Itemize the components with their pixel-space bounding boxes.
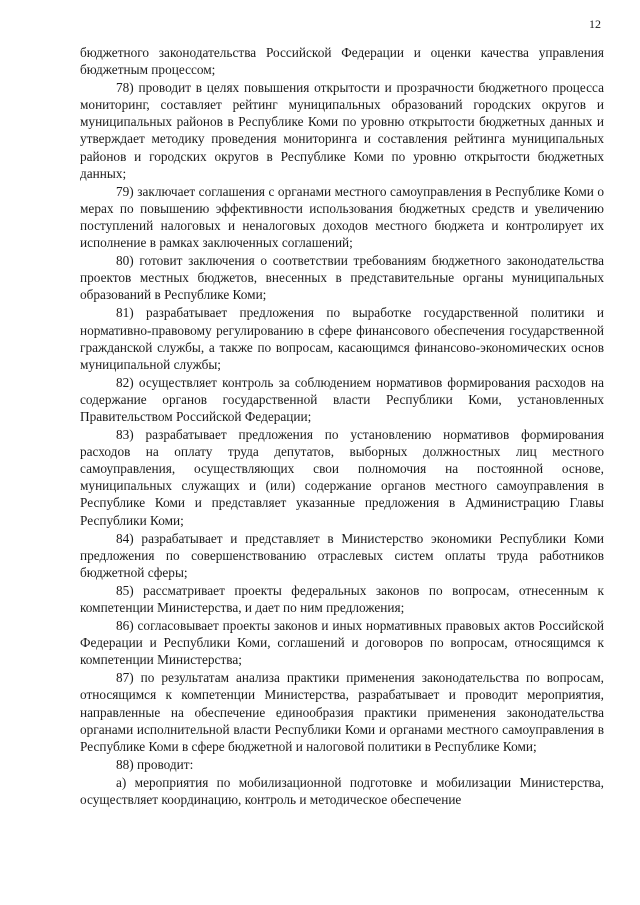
paragraph-79: 79) заключает соглашения с органами местного самоуправления в Республике Коми о мерах по повышению эффективности использования бюджетных средств и увеличению поступлений налоговых и неналоговых доходов местного бюджета и контролирует их исполнение в рамках заключенных соглашений; xyxy=(80,183,604,251)
paragraph-83: 83) разрабатывает предложения по установлению нормативов формирования расходов на оплату труда депутатов, выборных должностных лиц местного самоуправления, осуществляющих свои полномочия на постоянной основе, муниципальных служащих и (или) содержание органов местного самоуправления в Республике Коми и представляет указанные предложения в Администрацию Главы Республики Коми; xyxy=(80,427,604,528)
document-body xyxy=(80,44,604,809)
paragraph-82: 82) осуществляет контроль за соблюдением нормативов формирования расходов на содержание органов государственной власти Республики Коми, установленных Правительством Российской Федерации; xyxy=(80,374,604,424)
paragraph-81: 81) разрабатывает предложения по выработке государственной политики и нормативно-правовому регулированию в сфере финансового обеспечения государственной гражданской службы, а также по вопросам, касающимся финансово-экономических основ муниципальной службы; xyxy=(80,305,604,372)
paragraph-86: 86) согласовывает проекты законов и иных нормативных правовых актов Российской Федерации и Республики Коми, соглашений и договоров по вопросам, относящимся к компетенции Министерства; xyxy=(80,618,604,668)
paragraph-88: 88) проводит: xyxy=(116,756,194,772)
page-number: 12 xyxy=(589,17,601,31)
paragraph-84: 84) разрабатывает и представляет в Министерство экономики Республики Коми предложения по совершенствованию отраслевых систем оплаты труда работников бюджетной сферы; xyxy=(80,530,604,580)
paragraph-88a: а) мероприятия по мобилизационной подготовке и мобилизации Министерства, осуществляет координацию, контроль и методическое обеспечение xyxy=(80,774,604,808)
paragraph-85: 85) рассматривает проекты федеральных законов по вопросам, отнесенным к компетенции Министерства, и дает по ним предложения; xyxy=(80,582,604,615)
paragraph-87: 87) по результатам анализа практики применения законодательства по вопросам, относящимся к компетенции Министерства, разрабатывает и проводит мероприятия, направленные на обеспечение единообразия практики применения законодательства органами исполнительной власти Республики Коми и органами местного самоуправления в Республике Коми в сфере бюджетной и налоговой политики в Республике Коми; xyxy=(80,670,604,754)
paragraph-80: 80) готовит заключения о соответствии требованиям бюджетного законодательства проектов местных бюджетов, внесенных в представительные органы муниципальных образований в Республике Коми; xyxy=(80,253,604,303)
paragraph-continuation: бюджетного законодательства Российской Федерации и оценки качества управления бюджетным процессом; xyxy=(80,45,604,78)
paragraph-78: 78) проводит в целях повышения открытости и прозрачности бюджетного процесса мониторинг, составляет рейтинг муниципальных образований городских округов и муниципальных районов в Республике Коми по уровню открытости бюджетных данных и утверждает методику проведения мониторинга и составления рейтинга муниципальных районов и городских округов в Республике Коми по уровню открытости бюджетных данных; xyxy=(80,80,604,181)
